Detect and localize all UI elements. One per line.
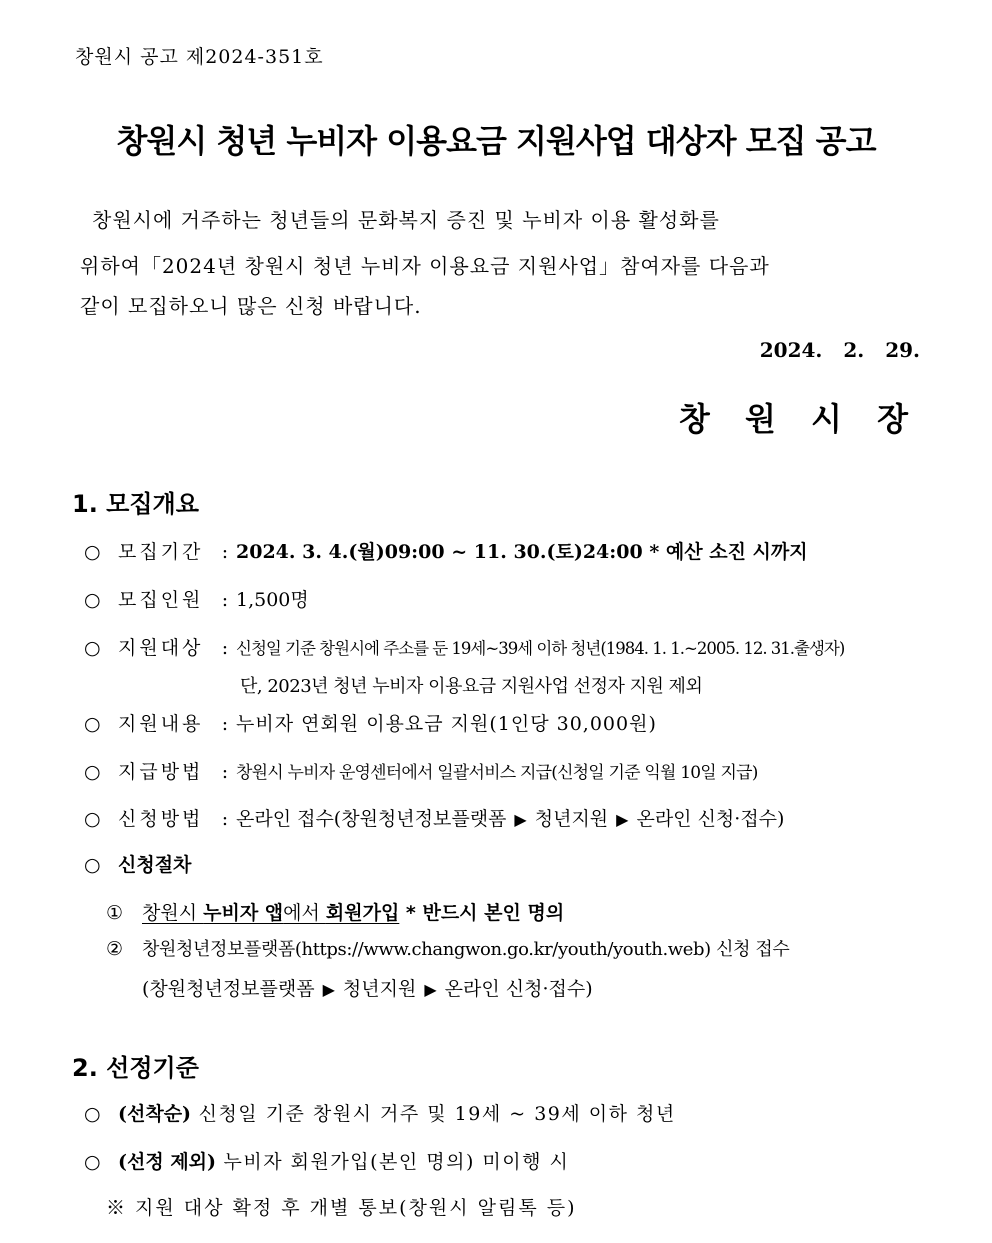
row-value: 창원시 누비자 운영센터에서 일괄서비스 지급(신청일 기준 익월 10일 지급) bbox=[236, 763, 758, 783]
bullet-circle: ○ bbox=[84, 1103, 101, 1125]
target-note: 단, 2023년 청년 누비자 이용요금 지원사업 선정자 지원 제외 bbox=[240, 676, 703, 697]
bullet-circle: ○ bbox=[84, 713, 101, 735]
bullet-circle: ○ bbox=[84, 1151, 101, 1173]
section-heading-overview: 1. 모집개요 bbox=[72, 490, 199, 518]
intro-line-3: 같이 모집하오니 많은 신청 바랍니다. bbox=[80, 294, 422, 318]
row-label: 지원대상 bbox=[118, 637, 204, 659]
row-label: 모집기간 bbox=[118, 541, 204, 563]
notice-date: 2024. 2. 29. bbox=[759, 338, 920, 362]
row-value: 온라인 접수(창원청년정보플랫폼 bbox=[236, 808, 507, 830]
procedure-step-2-path: (창원청년정보플랫폼 ▶ 청년지원 ▶ 온라인 신청·접수) bbox=[142, 978, 593, 1000]
row-label: 지원내용 bbox=[118, 713, 204, 735]
row-label: 신청절차 bbox=[118, 854, 192, 876]
triangle-right-icon: ▶ bbox=[514, 810, 527, 829]
notification-note: ※ 지원 대상 확정 후 개별 통보(창원시 알림톡 등) bbox=[106, 1197, 577, 1219]
triangle-right-icon: ▶ bbox=[424, 980, 437, 999]
bullet-circle: ○ bbox=[84, 808, 101, 830]
bullet-circle: ○ bbox=[84, 589, 101, 611]
step-number: ② bbox=[106, 938, 124, 960]
row-value: 누비자 연회원 이용요금 지원(1인당 30,000원) bbox=[236, 713, 657, 735]
bullet-circle: ○ bbox=[84, 854, 101, 876]
target-row: ○ 지원대상 : 신청일 기준 창원시에 주소를 둔 19세~39세 이하 청년(1984. 1. 1.~2005. 12. 31.출생자) bbox=[84, 633, 844, 660]
issuer-name: 창 원 시 장 bbox=[678, 400, 920, 438]
criteria-item-first-come: ○ (선착순) 신청일 기준 창원시 거주 및 19세 ~ 39세 이하 청년 bbox=[84, 1103, 676, 1125]
bullet-circle: ○ bbox=[84, 541, 101, 563]
support-content-row: ○ 지원내용 : 누비자 연회원 이용요금 지원(1인당 30,000원) bbox=[84, 709, 657, 736]
payment-method-row: ○ 지급방법 : 창원시 누비자 운영센터에서 일괄서비스 지급(신청일 기준 익월 10일 지급) bbox=[84, 757, 758, 784]
row-value: 신청일 기준 창원시에 주소를 둔 19세~39세 이하 청년(1984. 1. 1.~2005. 12. 31.출생자) bbox=[236, 639, 845, 658]
criteria-item-exclusion: ○ (선정 제외) 누비자 회원가입(본인 명의) 미이행 시 bbox=[84, 1151, 570, 1173]
bullet-circle: ○ bbox=[84, 637, 101, 659]
notice-number: 창원시 공고 제2024-351호 bbox=[75, 46, 324, 68]
apply-method-row: ○ 신청방법 : 온라인 접수(창원청년정보플랫폼 ▶ 청년지원 ▶ 온라인 신청·접수) bbox=[84, 804, 784, 831]
recruit-period-row: ○ 모집기간 : 2024. 3. 4.(월)09:00 ~ 11. 30.(토)24:00 * 예산 소진 시까지 bbox=[84, 537, 808, 564]
intro-line-2: 위하여「2024년 창원시 청년 누비자 이용요금 지원사업」참여자를 다음과 bbox=[80, 254, 770, 278]
triangle-right-icon: ▶ bbox=[322, 980, 335, 999]
row-label: 모집인원 bbox=[118, 589, 204, 611]
row-value: 1,500명 bbox=[236, 589, 309, 611]
procedure-row bbox=[84, 850, 191, 877]
row-label: 지급방법 bbox=[118, 761, 204, 783]
page-title: 창원시 청년 누비자 이용요금 지원사업 대상자 모집 공고 bbox=[116, 122, 876, 160]
procedure-step-1: ① 창원시 누비자 앱에서 회원가입 * 반드시 본인 명의 bbox=[106, 902, 565, 924]
recruit-count-row: ○ 모집인원 : 1,500명 bbox=[84, 585, 309, 612]
step-number: ① bbox=[106, 902, 124, 924]
row-label: 신청방법 bbox=[118, 808, 204, 830]
procedure-step-2: ② 창원청년정보플랫폼(https://www.changwon.go.kr/youth/youth.web) 신청 접수 bbox=[106, 938, 790, 960]
intro-line-1: 창원시에 거주하는 청년들의 문화복지 증진 및 누비자 이용 활성화를 bbox=[92, 208, 720, 232]
triangle-right-icon: ▶ bbox=[616, 810, 629, 829]
bullet-circle: ○ bbox=[84, 761, 101, 783]
section-heading-criteria: 2. 선정기준 bbox=[72, 1054, 199, 1082]
row-value: 2024. 3. 4.(월)09:00 ~ 11. 30.(토)24:00 * 예산 소진 시까지 bbox=[236, 541, 808, 563]
